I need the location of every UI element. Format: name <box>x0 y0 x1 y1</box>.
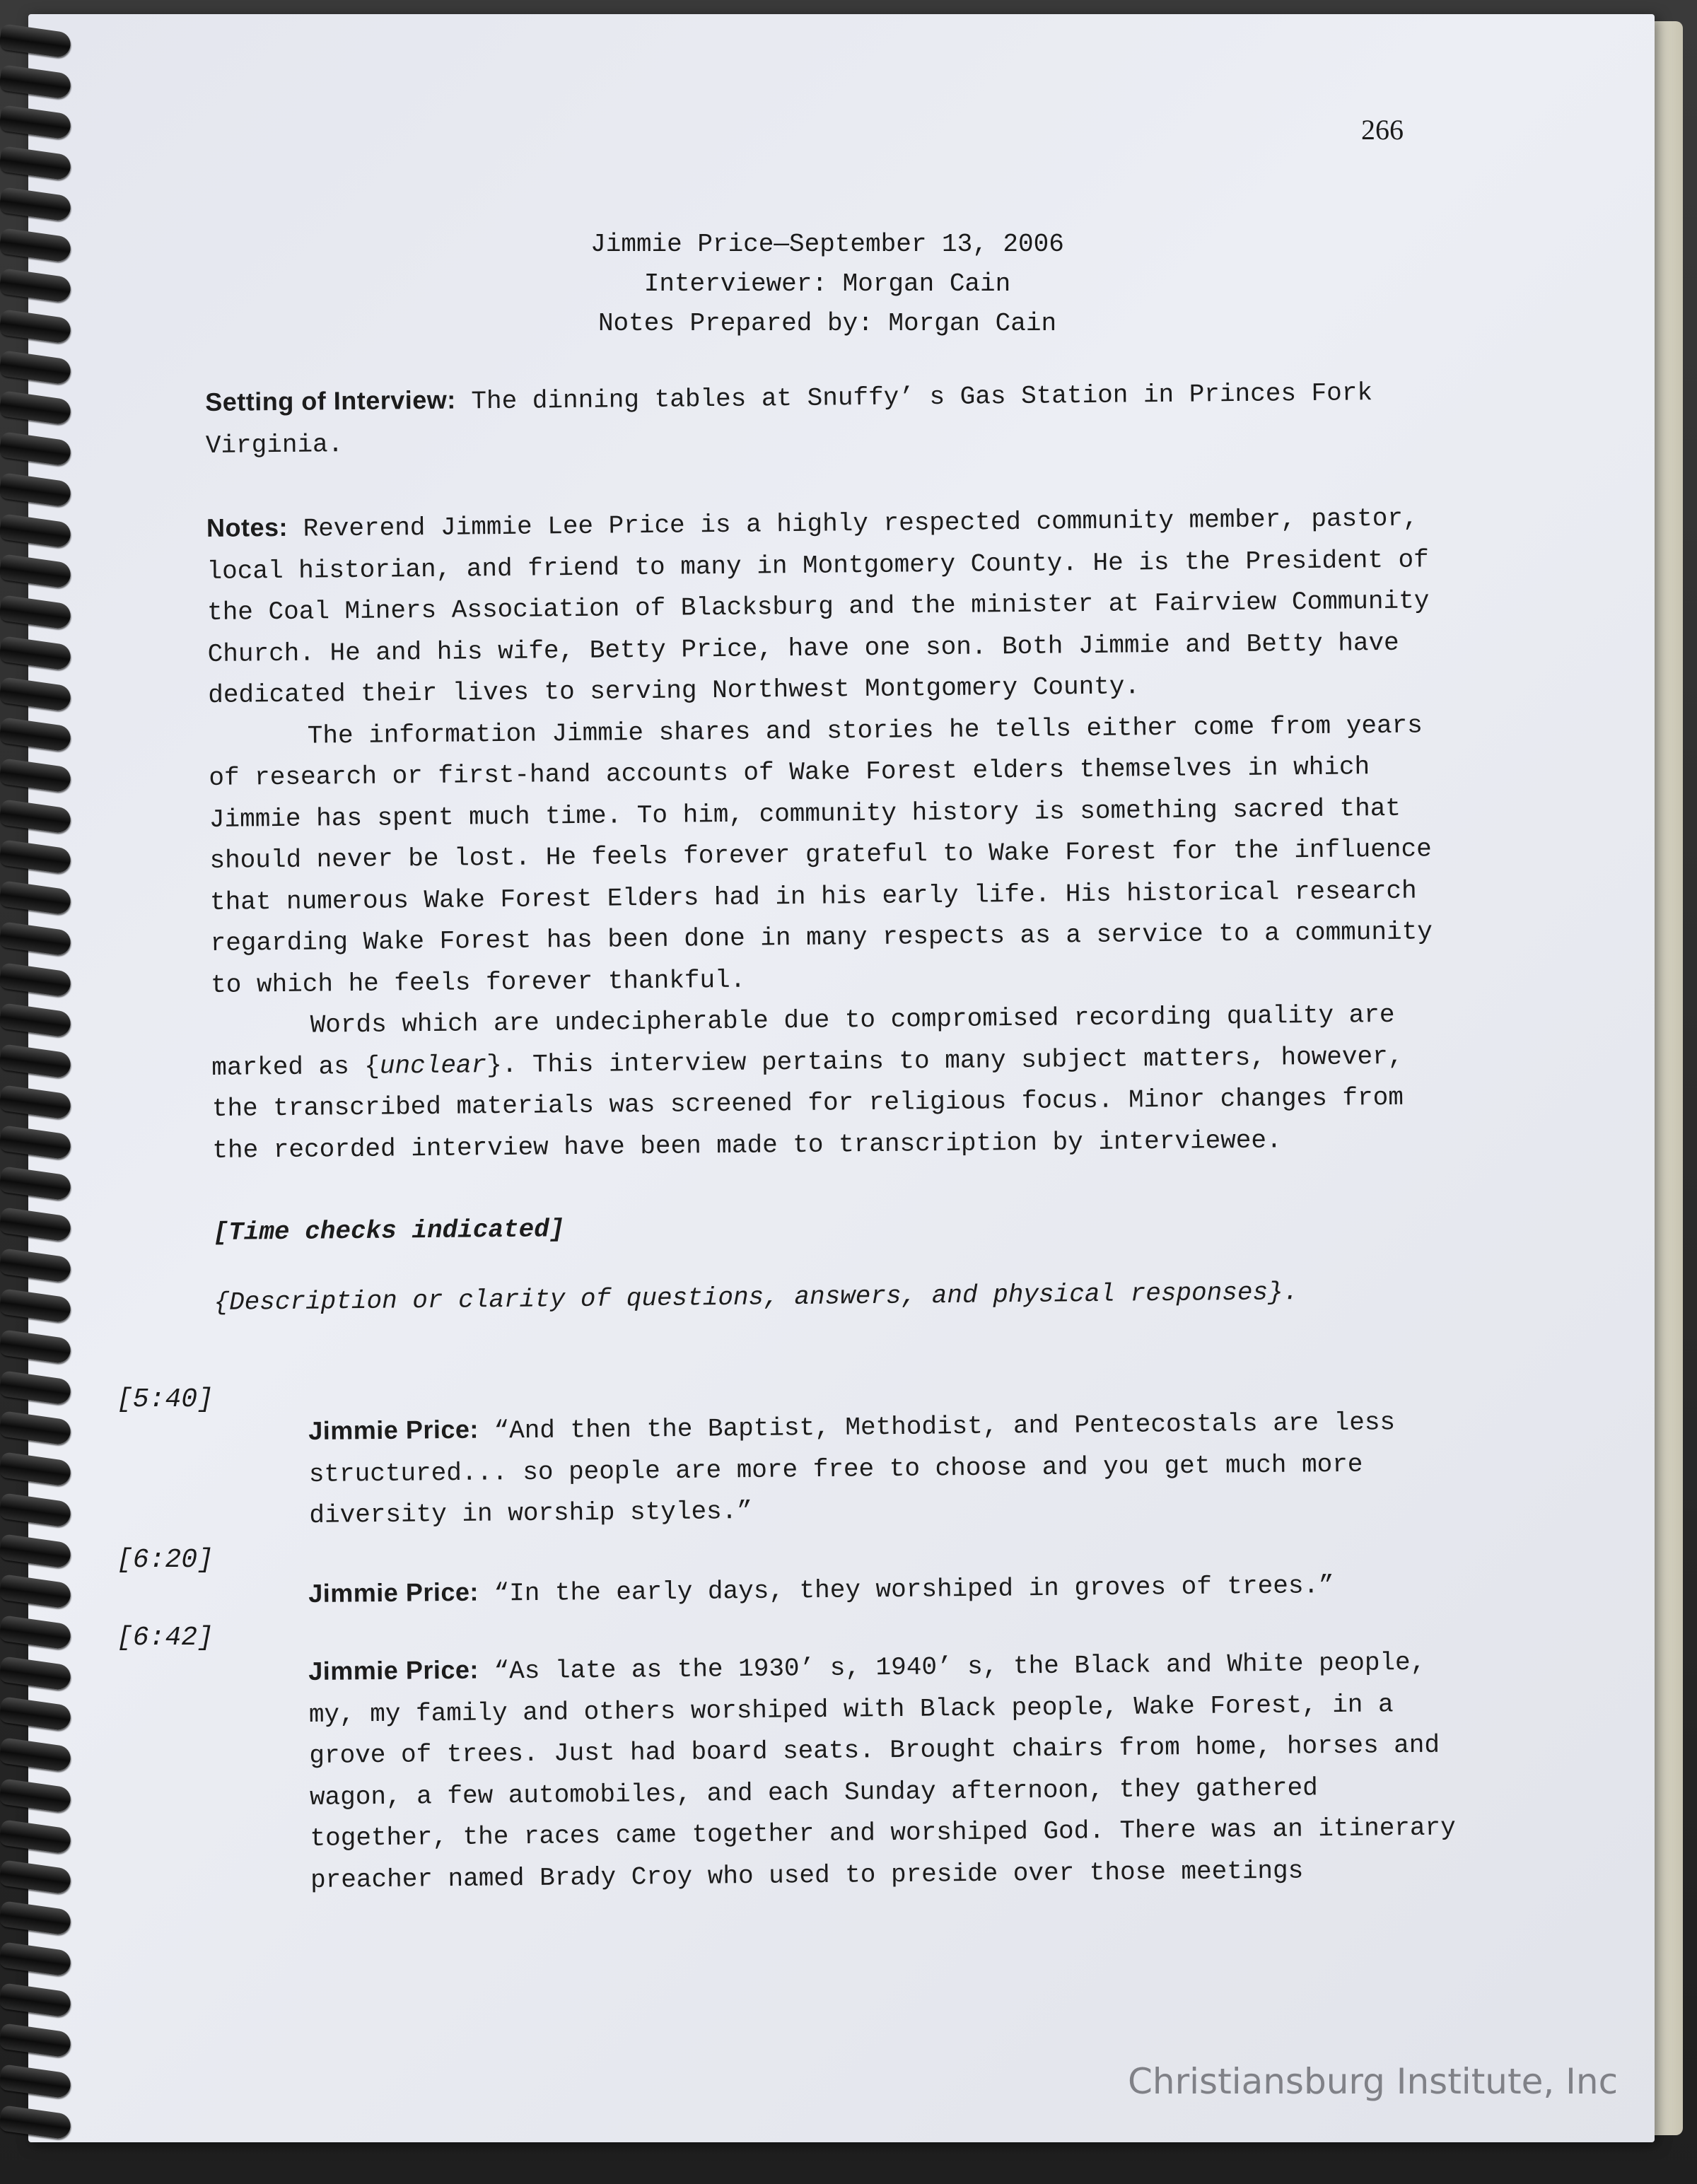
binding-coil <box>0 2064 72 2099</box>
binding-coil <box>0 269 72 304</box>
binding-coil <box>0 717 72 752</box>
notes-label: Notes: <box>206 512 288 542</box>
binding-coil <box>0 758 72 793</box>
time-check: [5:40] <box>117 1384 214 1415</box>
watermark: Christiansburg Institute, Inc <box>1128 2061 1619 2102</box>
speaker-label: Jimmie Price: <box>308 1414 479 1445</box>
binding-coil <box>0 2105 72 2140</box>
transcript-entry <box>308 1640 1463 1901</box>
document-header <box>170 225 1485 344</box>
binding-coil <box>0 146 72 181</box>
binding-coil <box>0 1411 72 1447</box>
binding-coil <box>0 1982 72 2018</box>
binding-coil <box>0 1941 72 1977</box>
binding-coil <box>0 1452 72 1487</box>
notes-text-3b: }. This interview pertains to many subject matters, however, the transcribed materials was screened for religious focus. Minor changes from the recorded interview have been made to transcription by interviewee. <box>211 1041 1404 1165</box>
binding-coil <box>0 1166 72 1201</box>
binding-coil <box>0 554 72 590</box>
spiral-binding <box>0 28 78 2135</box>
binding-coil <box>0 309 72 344</box>
binding-coil <box>0 1534 72 1569</box>
binding-coil <box>0 1697 72 1732</box>
binding-coil <box>0 595 72 630</box>
binding-coil <box>0 840 72 875</box>
document-body <box>205 370 1466 1324</box>
binding-coil <box>0 1575 72 1610</box>
binding-coil <box>0 1329 72 1365</box>
binding-coil <box>0 1248 72 1283</box>
binding-coil <box>0 2023 72 2058</box>
binding-coil <box>0 23 72 59</box>
transcript-text: “As late as the 1930’ s, 1940’ s, the Black and White people, my, my family and others worshiped with Black people, Wake Forest, in a grove of trees. Just had board seats. Brought chairs from home, horses and wagon, a few automobiles, and each Sunday afternoon, they gathered together, the races came together and worshiped God. There was an itinerary preacher named Brady Croy who used to preside over those meetings <box>308 1647 1456 1895</box>
binding-coil <box>0 1044 72 1079</box>
header-interviewer: Interviewer: Morgan Cain <box>643 269 1011 298</box>
binding-coil <box>0 350 72 385</box>
binding-coil <box>0 1085 72 1120</box>
header-notes-by: Notes Prepared by: Morgan Cain <box>597 309 1057 338</box>
binding-coil <box>0 228 72 263</box>
speaker-label: Jimmie Price: <box>308 1654 479 1686</box>
binding-coil <box>0 1656 72 1691</box>
binding-coil <box>0 472 72 508</box>
page-number: 266 <box>1361 114 1404 146</box>
notes-paragraph-1 <box>206 496 1460 716</box>
header-title: Jimmie Price—September 13, 2006 <box>590 230 1064 259</box>
binding-coil <box>0 1860 72 1896</box>
binding-coil <box>0 431 72 467</box>
setting-text: The dinning tables at Snuffy’ s Gas Station in Princes Fork Virginia. <box>205 378 1373 460</box>
transcript-entry <box>308 1399 1462 1536</box>
binding-coil <box>0 1207 72 1242</box>
time-check: [6:42] <box>117 1623 214 1653</box>
binding-coil <box>0 677 72 712</box>
notes-text-3a: Words which are undecipherable due to compromised recording quality are marked as { <box>211 1000 1395 1082</box>
speaker-label: Jimmie Price: <box>308 1577 479 1608</box>
binding-coil <box>0 1370 72 1406</box>
notes-text-1: Reverend Jimmie Lee Price is a highly respected community member, pastor, local historian, and friend to many in Montgomery County. He is the President of the Coal Miners Association of Blacksburg and the minister at Fairview Community Church. He and his wife, Betty Price, have one son. Both Jimmie and Betty have dedicated their lives to serving Northwest Montgomery County. <box>206 503 1430 710</box>
setting-label: Setting of Interview: <box>205 385 456 416</box>
binding-coil <box>0 799 72 834</box>
binding-coil <box>0 1819 72 1855</box>
binding-coil <box>0 391 72 426</box>
time-check: [6:20] <box>117 1545 214 1575</box>
binding-coil <box>0 1493 72 1528</box>
binding-coil <box>0 1900 72 1936</box>
notes-paragraph-2: The information Jimmie shares and stories he tells either come from years of research or first-hand accounts of Wake Forest elders themselves in which Jimmie has spent much time. To him, community history is something sacred that should never be lost. He feels forever grateful to Wake Forest for the influence that numerous Wake Forest Elders had in his early life. His historical research regarding Wake Forest has been done in many respects as a service to a community to which he feels forever thankful. <box>209 710 1433 1000</box>
legend-time-checks: [Time checks indicated] <box>213 1215 565 1247</box>
transcript-text: “In the early days, they worshiped in groves of trees.” <box>478 1571 1334 1608</box>
binding-coil <box>0 880 72 916</box>
legend-description: {Description or clarity of questions, answers, and physical responses}. <box>214 1277 1299 1317</box>
binding-coil <box>0 1126 72 1161</box>
binding-coil <box>0 513 72 549</box>
binding-coil <box>0 187 72 222</box>
binding-coil <box>0 1615 72 1650</box>
binding-coil <box>0 1288 72 1324</box>
transcript-text: “And then the Baptist, Methodist, and Pentecostals are less structured... so people are more free to choose and you get much more diversity in worship styles.” <box>308 1408 1396 1530</box>
binding-coil <box>0 1003 72 1038</box>
binding-coil <box>0 64 72 100</box>
binding-coil <box>0 636 72 671</box>
binding-coil <box>0 921 72 957</box>
binding-coil <box>0 962 72 998</box>
binding-coil <box>0 105 72 141</box>
notes-paragraph-3 <box>211 994 1464 1172</box>
binding-coil <box>0 1778 72 1814</box>
binding-coil <box>0 1737 72 1773</box>
setting-paragraph <box>205 370 1457 467</box>
unclear-marker: unclear <box>379 1050 487 1081</box>
